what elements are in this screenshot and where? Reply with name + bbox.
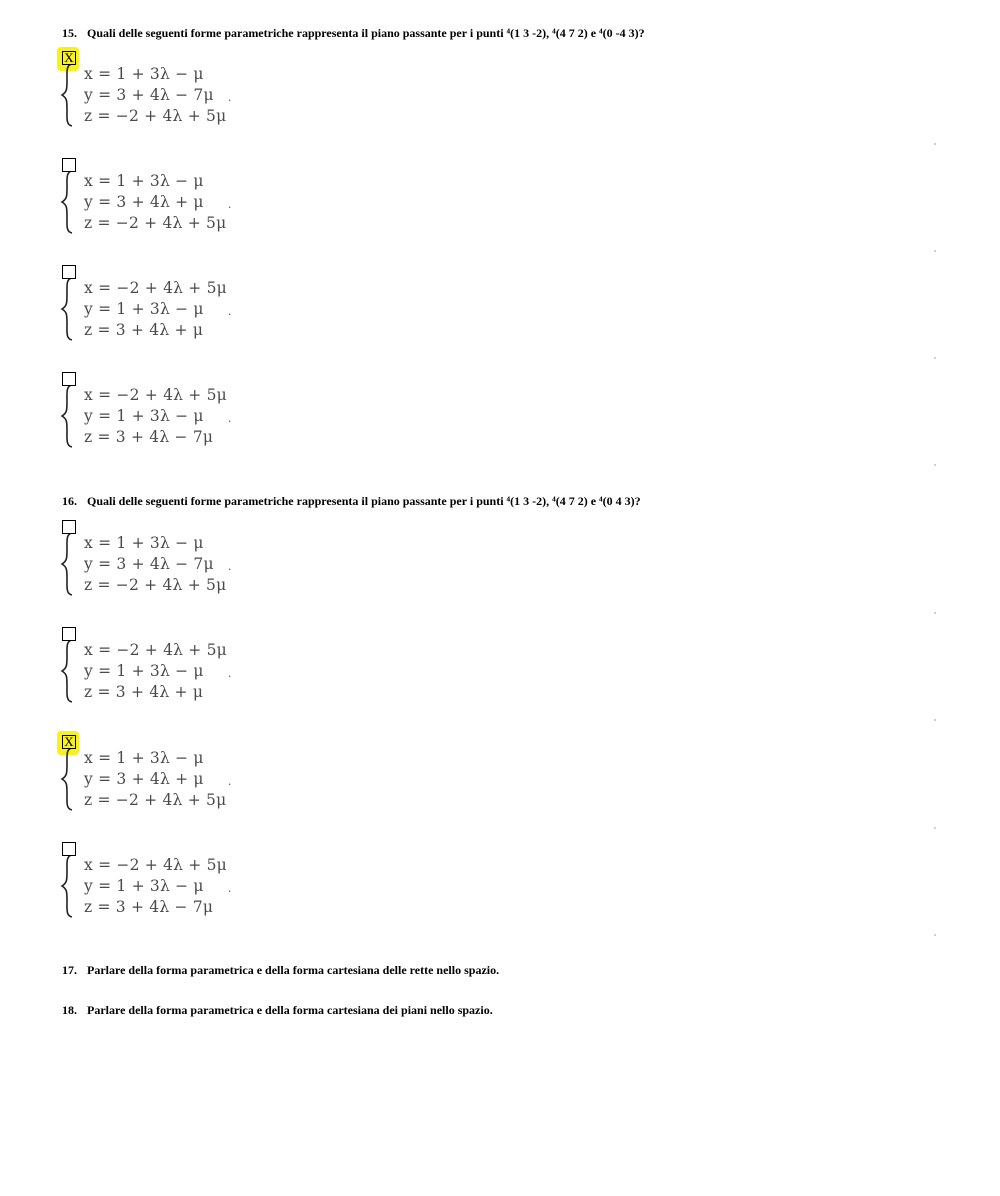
question-text: Quali delle seguenti forme parametriche rappresenta il piano passante per i punti ⁴(1 3 -2), ⁴(4 7 2) e ⁴(0 -4 3)? bbox=[87, 26, 645, 40]
equation-line: z = −2 + 4λ + 5μ bbox=[84, 214, 227, 232]
answer-checkbox[interactable] bbox=[62, 158, 76, 172]
answer-option bbox=[60, 372, 940, 472]
equation-end-period: . bbox=[228, 773, 232, 788]
margin-dot bbox=[934, 357, 936, 359]
answer-option bbox=[60, 842, 940, 942]
left-brace-icon bbox=[60, 531, 76, 597]
equation-line: z = 3 + 4λ − 7μ bbox=[84, 898, 214, 916]
equation-line: x = −2 + 4λ + 5μ bbox=[84, 641, 227, 659]
equation-end-period: . bbox=[228, 303, 232, 318]
equation-end-period: . bbox=[228, 196, 232, 211]
equation-line: y = 3 + 4λ − 7μ bbox=[84, 86, 214, 104]
answer-option bbox=[60, 627, 940, 727]
equation-line: y = 3 + 4λ + μ bbox=[84, 193, 204, 211]
equation-end-period: . bbox=[228, 880, 232, 895]
answer-option bbox=[60, 265, 940, 365]
question-18-title bbox=[62, 1003, 493, 1018]
equation-line: x = 1 + 3λ − μ bbox=[84, 534, 204, 552]
question-text: Parlare della forma parametrica e della forma cartesiana dei piani nello spazio. bbox=[87, 1003, 493, 1017]
question-number: 15. bbox=[62, 26, 77, 40]
margin-dot bbox=[934, 827, 936, 829]
margin-dot bbox=[934, 719, 936, 721]
answer-option bbox=[60, 735, 940, 835]
equation-end-period: . bbox=[228, 665, 232, 680]
equation-line: z = 3 + 4λ + μ bbox=[84, 683, 204, 701]
equation-end-period: . bbox=[228, 89, 232, 104]
left-brace-icon bbox=[60, 383, 76, 449]
equation-line: z = 3 + 4λ + μ bbox=[84, 321, 204, 339]
question-16-title bbox=[62, 494, 641, 509]
margin-dot bbox=[934, 250, 936, 252]
equation-end-period: . bbox=[228, 410, 232, 425]
equation-end-period: . bbox=[228, 558, 232, 573]
question-number: 16. bbox=[62, 494, 77, 508]
equation-line: x = 1 + 3λ − μ bbox=[84, 749, 204, 767]
equation-line: z = 3 + 4λ − 7μ bbox=[84, 428, 214, 446]
answer-option bbox=[60, 158, 940, 258]
equation-line: y = 1 + 3λ − μ bbox=[84, 662, 204, 680]
left-brace-icon bbox=[60, 276, 76, 342]
answer-checkbox[interactable] bbox=[62, 520, 76, 534]
margin-dot bbox=[934, 464, 936, 466]
margin-dot bbox=[934, 934, 936, 936]
equation-line: x = −2 + 4λ + 5μ bbox=[84, 279, 227, 297]
equation-line: x = 1 + 3λ − μ bbox=[84, 172, 204, 190]
equation-line: x = −2 + 4λ + 5μ bbox=[84, 386, 227, 404]
answer-checkbox[interactable] bbox=[62, 372, 76, 386]
margin-dot bbox=[934, 612, 936, 614]
question-17-title bbox=[62, 963, 499, 978]
equation-line: z = −2 + 4λ + 5μ bbox=[84, 791, 227, 809]
left-brace-icon bbox=[60, 169, 76, 235]
margin-dot bbox=[934, 143, 936, 145]
question-text: Parlare della forma parametrica e della forma cartesiana delle rette nello spazio. bbox=[87, 963, 500, 977]
answer-checkbox[interactable] bbox=[62, 265, 76, 279]
answer-checkbox[interactable] bbox=[62, 51, 76, 65]
equation-line: y = 3 + 4λ + μ bbox=[84, 770, 204, 788]
equation-line: x = −2 + 4λ + 5μ bbox=[84, 856, 227, 874]
equation-line: y = 1 + 3λ − μ bbox=[84, 877, 204, 895]
answer-option bbox=[60, 520, 940, 620]
left-brace-icon bbox=[60, 62, 76, 128]
answer-checkbox[interactable] bbox=[62, 627, 76, 641]
equation-line: x = 1 + 3λ − μ bbox=[84, 65, 204, 83]
left-brace-icon bbox=[60, 638, 76, 704]
check-mark: X bbox=[64, 50, 74, 65]
question-text: Quali delle seguenti forme parametriche rappresenta il piano passante per i punti ⁴(1 3 -2), ⁴(4 7 2) e ⁴(0 4 3)? bbox=[87, 494, 641, 508]
equation-line: z = −2 + 4λ + 5μ bbox=[84, 576, 227, 594]
equation-line: z = −2 + 4λ + 5μ bbox=[84, 107, 227, 125]
answer-option bbox=[60, 51, 940, 151]
question-number: 18. bbox=[62, 1003, 77, 1017]
check-mark: X bbox=[64, 734, 74, 749]
equation-line: y = 3 + 4λ − 7μ bbox=[84, 555, 214, 573]
answer-checkbox[interactable] bbox=[62, 735, 76, 749]
left-brace-icon bbox=[60, 853, 76, 919]
question-number: 17. bbox=[62, 963, 77, 977]
left-brace-icon bbox=[60, 746, 76, 812]
answer-checkbox[interactable] bbox=[62, 842, 76, 856]
equation-line: y = 1 + 3λ − μ bbox=[84, 407, 204, 425]
question-15-title bbox=[62, 26, 645, 41]
equation-line: y = 1 + 3λ − μ bbox=[84, 300, 204, 318]
